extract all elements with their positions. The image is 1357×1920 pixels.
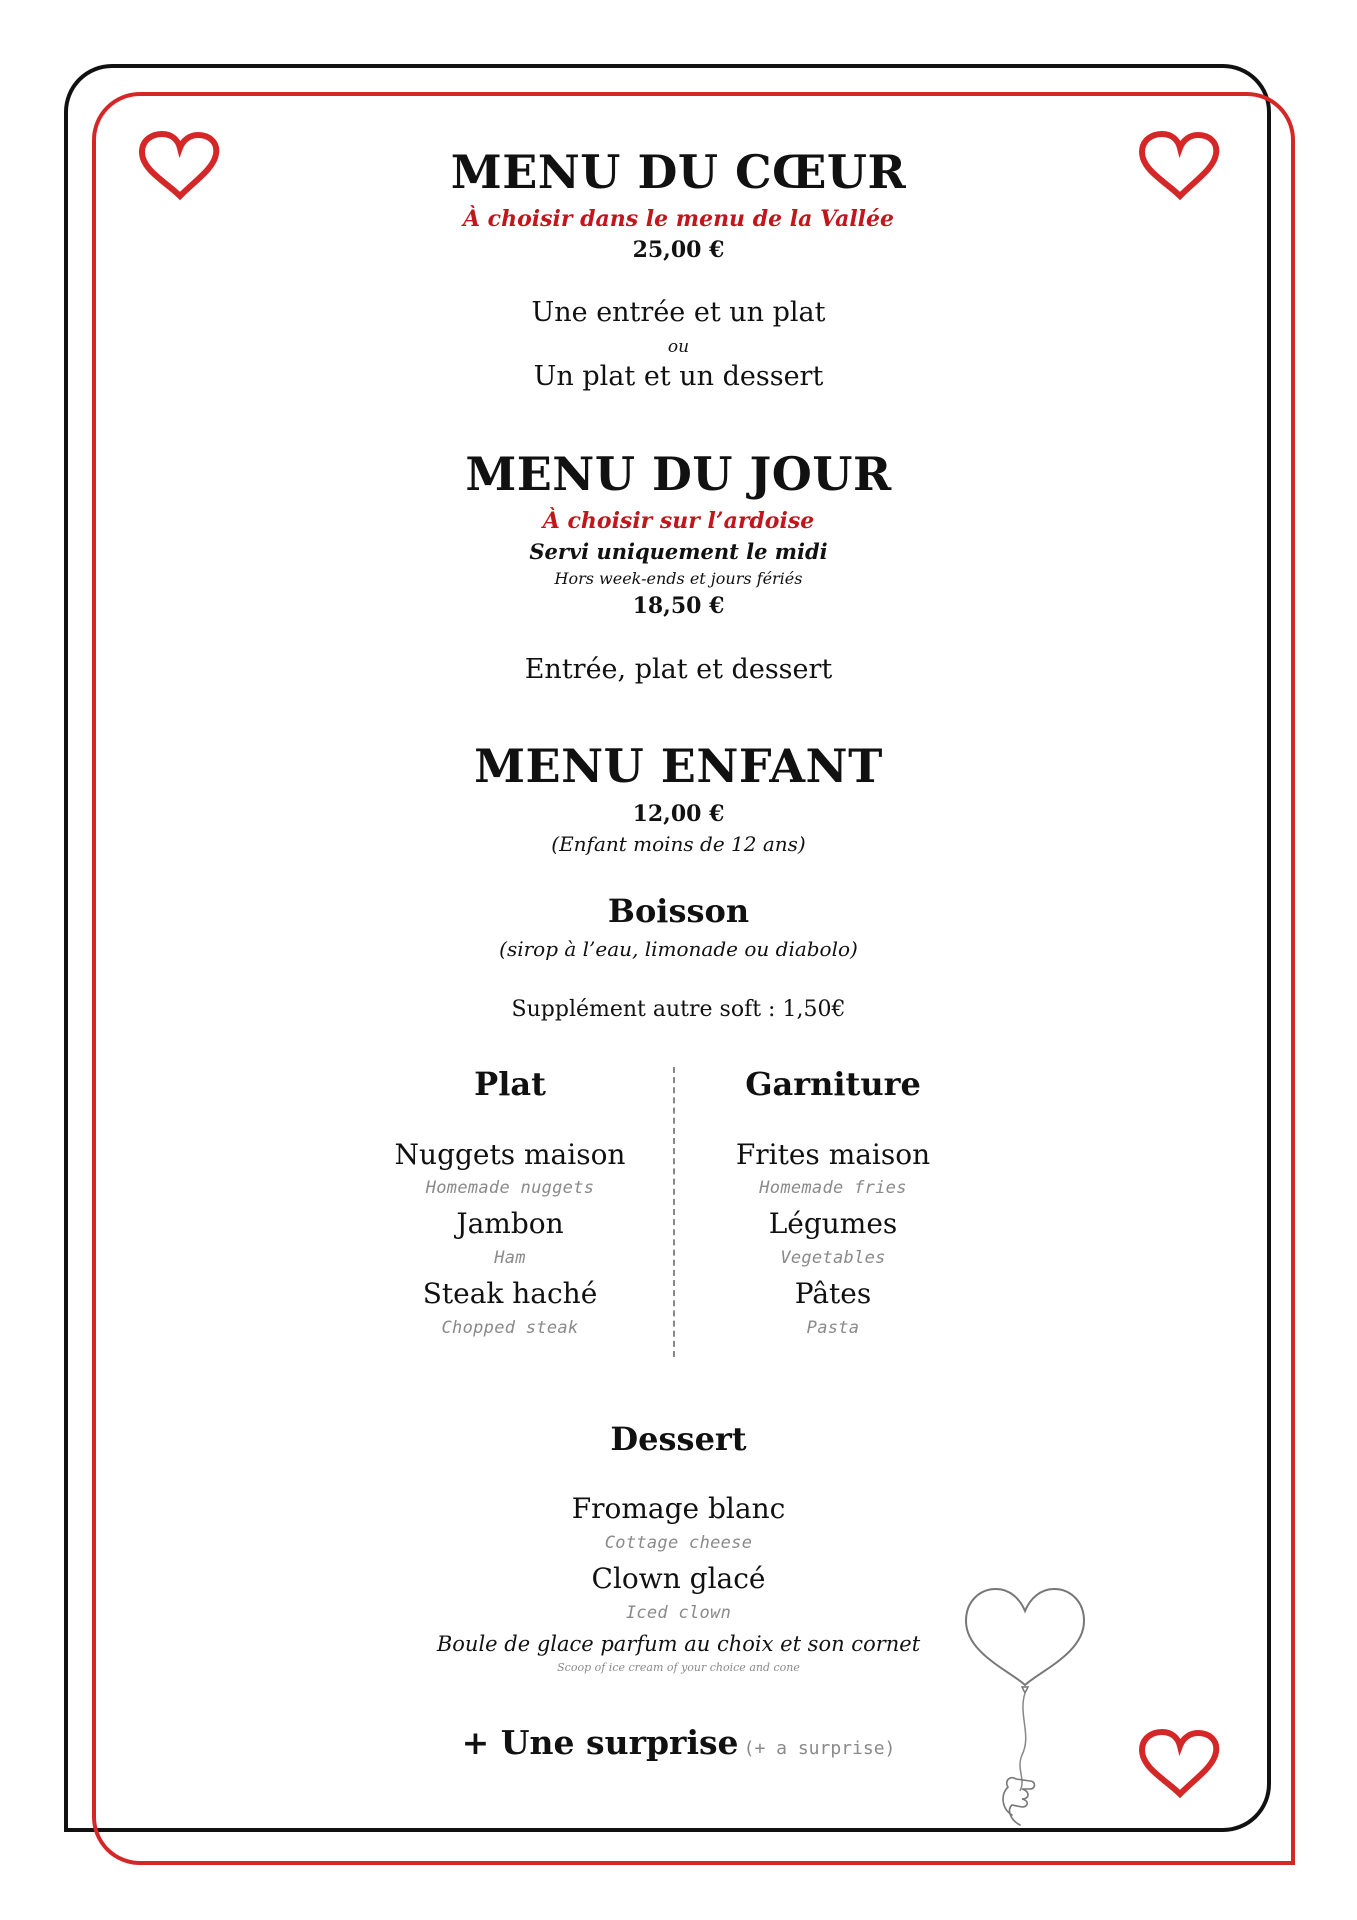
dessert-item-name: Clown glacé bbox=[591, 1562, 766, 1595]
plat-heading: Plat bbox=[474, 1065, 546, 1103]
menu-enfant-price: 12,00 € bbox=[632, 801, 725, 827]
garniture-item-translation: Pasta bbox=[806, 1318, 860, 1338]
garniture-item-name: Frites maison bbox=[735, 1138, 931, 1171]
dessert-boule: Boule de glace parfum au choix et son cornet bbox=[436, 1632, 921, 1656]
plat-item-translation: Ham bbox=[494, 1248, 526, 1268]
dessert-item-translation: Cottage cheese bbox=[604, 1533, 753, 1553]
heart-balloon-illustration bbox=[960, 1575, 1090, 1830]
plat-item-name: Nuggets maison bbox=[394, 1138, 626, 1171]
menu-jour-price: 18,50 € bbox=[632, 593, 725, 619]
menu-coeur-or: ou bbox=[667, 337, 690, 357]
surprise-translation: (+ a surprise) bbox=[743, 1738, 896, 1759]
boisson-note: (sirop à l’eau, limonade ou diabolo) bbox=[499, 937, 858, 961]
menu-coeur-title: MENU DU CŒUR bbox=[450, 145, 907, 199]
plat-item-translation: Homemade nuggets bbox=[425, 1178, 595, 1198]
dessert-boule-translation: Scoop of ice cream of your choice and cone bbox=[557, 1661, 800, 1674]
surprise-line bbox=[0, 1723, 1357, 1762]
garniture-item-translation: Homemade fries bbox=[759, 1178, 907, 1198]
garniture-heading: Garniture bbox=[745, 1065, 921, 1103]
garniture-item-name: Pâtes bbox=[794, 1277, 872, 1310]
menu-jour-exceptions: Hors week-ends et jours fériés bbox=[554, 569, 803, 588]
plat-item-name: Jambon bbox=[456, 1207, 564, 1240]
plat-item-translation: Chopped steak bbox=[441, 1318, 579, 1338]
menu-enfant-title: MENU ENFANT bbox=[474, 739, 883, 793]
dessert-item-name: Fromage blanc bbox=[571, 1492, 786, 1525]
menu-jour-served: Servi uniquement le midi bbox=[529, 539, 828, 564]
plat-item-name: Steak haché bbox=[422, 1277, 598, 1310]
menu-coeur-subtitle: À choisir dans le menu de la Vallée bbox=[462, 206, 895, 232]
menu-coeur-price: 25,00 € bbox=[632, 237, 725, 263]
dessert-heading: Dessert bbox=[610, 1420, 747, 1458]
menu-coeur-option1: Une entrée et un plat bbox=[531, 297, 826, 328]
menu-jour-content: Entrée, plat et dessert bbox=[524, 654, 833, 685]
garniture-item-name: Légumes bbox=[768, 1207, 898, 1240]
menu-enfant-age-note: (Enfant moins de 12 ans) bbox=[551, 832, 806, 856]
surprise-text: + Une surprise bbox=[461, 1723, 739, 1762]
dessert-item-translation: Iced clown bbox=[625, 1603, 732, 1623]
menu-coeur-option2: Un plat et un dessert bbox=[533, 361, 824, 392]
boisson-supplement: Supplément autre soft : 1,50€ bbox=[511, 997, 846, 1022]
menu-jour-title: MENU DU JOUR bbox=[465, 447, 892, 501]
garniture-item-translation: Vegetables bbox=[780, 1248, 886, 1268]
menu-jour-subtitle: À choisir sur l’ardoise bbox=[542, 508, 815, 534]
boisson-heading: Boisson bbox=[607, 892, 750, 930]
